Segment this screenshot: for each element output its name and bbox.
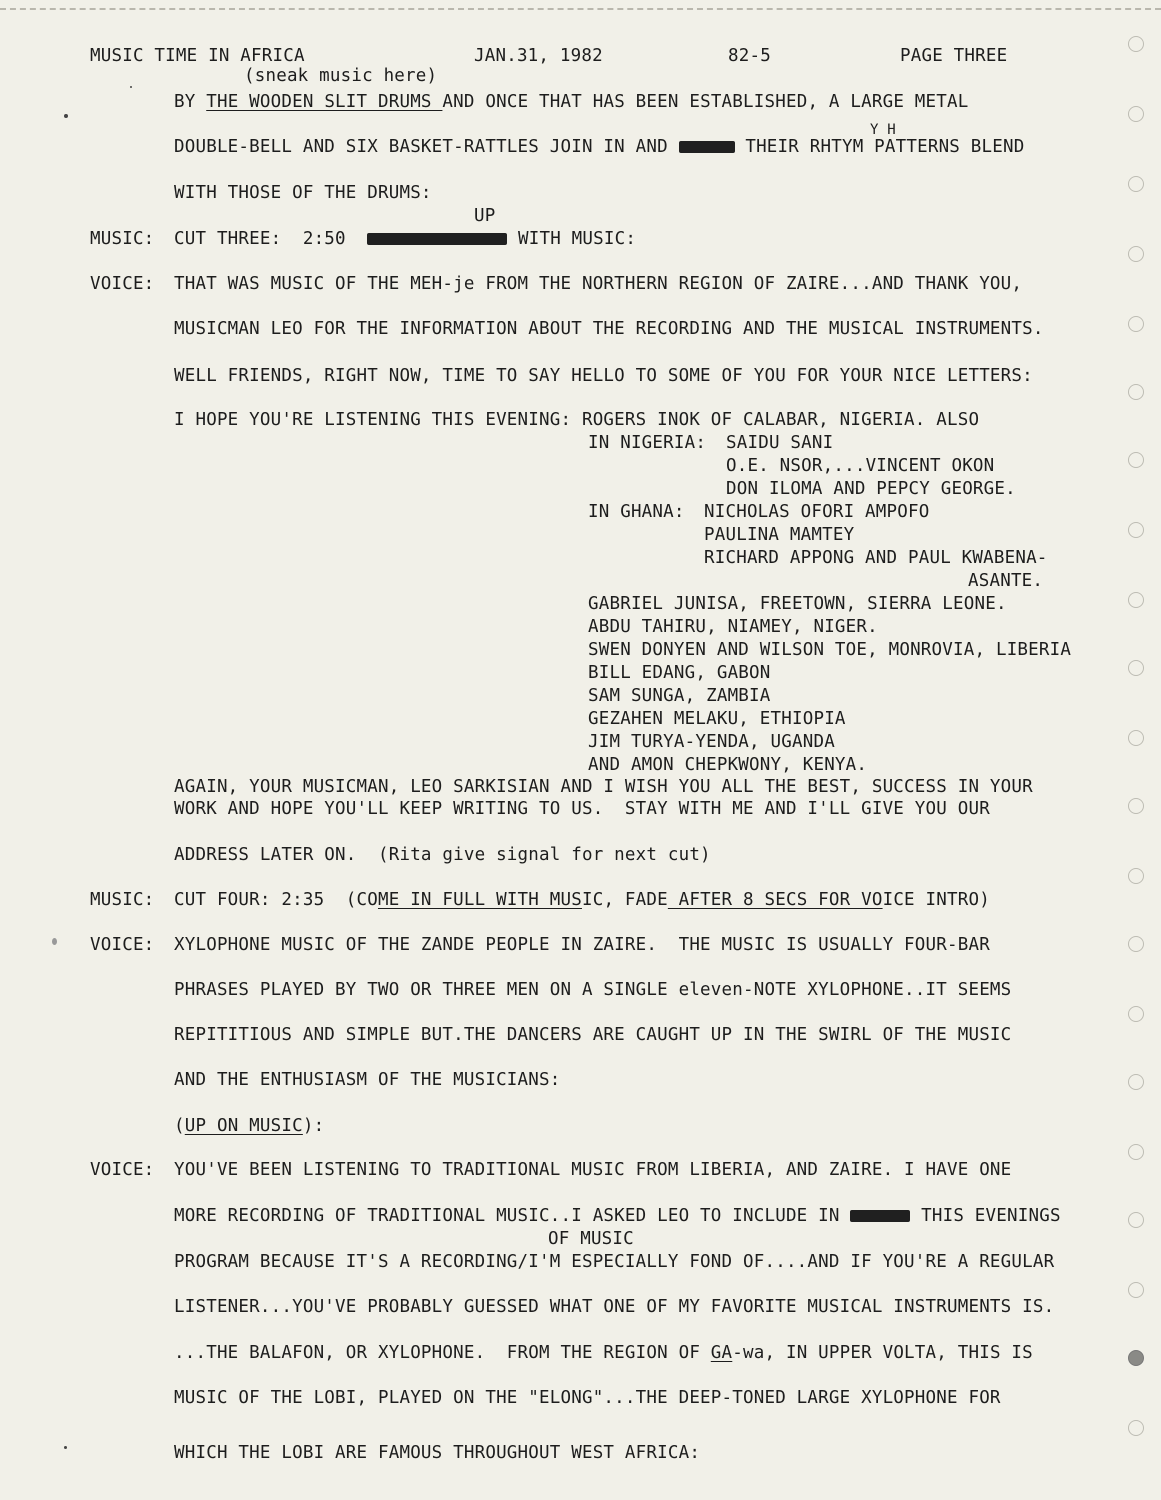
binder-hole [1128,1212,1144,1228]
music-cue-label: MUSIC: [90,890,155,910]
voice3-line-4: LISTENER...YOU'VE PROBABLY GUESSED WHAT ONE OF MY FAVORITE MUSICAL INSTRUMENTS IS. [174,1297,1055,1317]
of-music-insert: OF MUSIC [548,1229,634,1249]
voice-label: VOICE: [90,935,155,955]
voice3-line-7: WHICH THE LOBI ARE FAMOUS THROUGHOUT WEST AFRICA: [174,1443,701,1463]
voice3-line-3: PROGRAM BECAUSE IT'S A RECORDING/I'M ESPECIALLY FOND OF....AND IF YOU'RE A REGULAR [174,1252,1055,1272]
perforated-edge [0,8,1161,10]
redaction-mark [367,233,507,245]
listener-name: SWEN DONYEN AND WILSON TOE, MONROVIA, LIBERIA [588,640,1072,660]
binder-hole [1128,316,1144,332]
listener-name: SAM SUNGA, ZAMBIA [588,686,771,706]
binder-hole [1128,798,1144,814]
binder-hole [1128,1282,1144,1298]
voice3-line-2: MORE RECORDING OF TRADITIONAL MUSIC..I ASKED LEO TO INCLUDE IN THIS EVENINGS [174,1206,1061,1226]
binder-hole [1128,592,1144,608]
up-on-music-cue: (UP ON MUSIC): [174,1116,325,1136]
paper-speck [64,1446,67,1449]
paper-speck [64,114,68,118]
up-insert: UP [474,206,496,226]
paper-speck [52,938,57,945]
voice2-line-4: AND THE ENTHUSIASM OF THE MUSICIANS: [174,1070,561,1090]
binder-hole [1128,384,1144,400]
binder-hole [1128,106,1144,122]
closing-line-2: WORK AND HOPE YOU'LL KEEP WRITING TO US. STAY WITH ME AND I'LL GIVE YOU OUR [174,799,990,819]
intro-line-3: WITH THOSE OF THE DRUMS: [174,183,432,203]
nigeria-name-1: SAIDU SANI [726,433,834,453]
handwritten-insert-yh: Y H [870,122,896,138]
binder-hole [1128,1006,1144,1022]
closing-line-1: AGAIN, YOUR MUSICMAN, LEO SARKISIAN AND I WISH YOU ALL THE BEST, SUCCESS IN YOUR [174,777,1033,797]
ghana-label: IN GHANA: [588,502,696,522]
binder-hole [1128,660,1144,676]
music-cue-2-text: CUT FOUR: 2:35 (COME IN FULL WITH MUSIC, FADE AFTER 8 SECS FOR VOICE INTRO) [174,890,990,910]
binder-hole [1128,936,1144,952]
voice2-line-3: REPITITIOUS AND SIMPLE BUT.THE DANCERS ARE CAUGHT UP IN THE SWIRL OF THE MUSIC [174,1025,1012,1045]
listener-name: JIM TURYA-YENDA, UGANDA [588,732,835,752]
redaction-mark [679,141,735,153]
voice1-line-4: I HOPE YOU'RE LISTENING THIS EVENING: ROGERS INOK OF CALABAR, NIGERIA. ALSO [174,410,980,430]
paper-speck [130,86,132,88]
voice-label: VOICE: [90,274,155,294]
binder-hole [1128,730,1144,746]
voice1-line-1: THAT WAS MUSIC OF THE MEH-je FROM THE NORTHERN REGION OF ZAIRE...AND THANK YOU, [174,274,1023,294]
voice-label: VOICE: [90,1160,155,1180]
binder-hole [1128,1074,1144,1090]
listener-name: GEZAHEN MELAKU, ETHIOPIA [588,709,846,729]
binder-hole [1128,1350,1144,1366]
voice3-line-5: ...THE BALAFON, OR XYLOPHONE. FROM THE REGION OF GA-wa, IN UPPER VOLTA, THIS IS [174,1343,1033,1363]
nigeria-name-3: DON ILOMA AND PEPCY GEORGE. [726,479,1016,499]
binder-hole [1128,1420,1144,1436]
ghana-name-3: RICHARD APPONG AND PAUL KWABENA- [704,548,1048,568]
program-title: MUSIC TIME IN AFRICA [90,46,305,66]
binder-hole [1128,246,1144,262]
listener-name: AND AMON CHEPKWONY, KENYA. [588,755,868,775]
listener-name: ABDU TAHIRU, NIAMEY, NIGER. [588,617,878,637]
binder-hole [1128,452,1144,468]
intro-line-1: BY THE WOODEN SLIT DRUMS AND ONCE THAT HAS BEEN ESTABLISHED, A LARGE METAL [174,92,969,112]
voice1-line-3: WELL FRIENDS, RIGHT NOW, TIME TO SAY HELLO TO SOME OF YOU FOR YOUR NICE LETTERS: [174,366,1033,386]
listener-name: GABRIEL JUNISA, FREETOWN, SIERRA LEONE. [588,594,1007,614]
page-number: PAGE THREE [900,46,1008,66]
binder-hole [1128,522,1144,538]
intro-line-2: DOUBLE-BELL AND SIX BASKET-RATTLES JOIN IN AND THEIR RHTYM PATTERNS BLEND [174,137,1025,157]
sneak-music-note: (sneak music here) [244,66,438,86]
episode-number: 82-5 [728,46,771,66]
voice1-line-2: MUSICMAN LEO FOR THE INFORMATION ABOUT THE RECORDING AND THE MUSICAL INSTRUMENTS. [174,319,1044,339]
binder-hole [1128,36,1144,52]
ghana-name-1: NICHOLAS OFORI AMPOFO [704,502,930,522]
listener-name: BILL EDANG, GABON [588,663,771,683]
voice3-line-6: MUSIC OF THE LOBI, PLAYED ON THE "ELONG"...THE DEEP-TONED LARGE XYLOPHONE FOR [174,1388,1001,1408]
redaction-mark [850,1210,910,1222]
music-cue-label: MUSIC: [90,229,155,249]
binder-hole [1128,868,1144,884]
binder-hole [1128,1144,1144,1160]
binder-hole [1128,176,1144,192]
voice3-line-1: YOU'VE BEEN LISTENING TO TRADITIONAL MUSIC FROM LIBERIA, AND ZAIRE. I HAVE ONE [174,1160,1012,1180]
music-cue-text: CUT THREE: 2:50 WITH MUSIC: [174,229,637,249]
ghana-name-4: ASANTE. [968,571,1044,591]
nigeria-name-2: O.E. NSOR,...VINCENT OKON [726,456,995,476]
broadcast-date: JAN.31, 1982 [474,46,603,66]
closing-line-3: ADDRESS LATER ON. (Rita give signal for next cut) [174,845,711,865]
voice2-line-1: XYLOPHONE MUSIC OF THE ZANDE PEOPLE IN ZAIRE. THE MUSIC IS USUALLY FOUR-BAR [174,935,990,955]
voice2-line-2: PHRASES PLAYED BY TWO OR THREE MEN ON A SINGLE eleven-NOTE XYLOPHONE..IT SEEMS [174,980,1012,1000]
ghana-name-2: PAULINA MAMTEY [704,525,855,545]
nigeria-label: IN NIGERIA: [588,433,717,453]
